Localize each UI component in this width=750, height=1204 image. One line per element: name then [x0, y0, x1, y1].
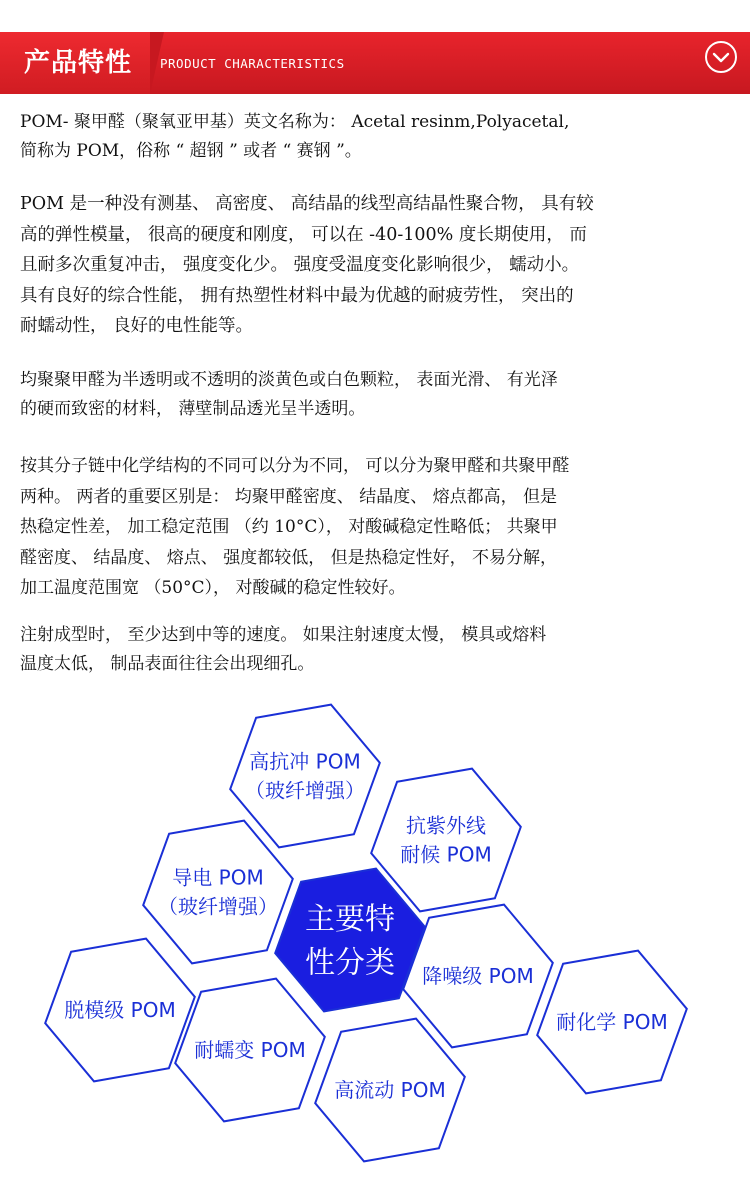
hex-cell-conductive-label: （玻纤增强）: [158, 894, 278, 919]
hex-cell-noise-label: 降噪级 POM: [422, 964, 534, 989]
hex-cell-chemical-label: 耐化学 POM: [556, 1010, 668, 1035]
hex-cell-uv-label: 抗紫外线: [406, 813, 486, 838]
hex-cell-noise: [403, 905, 553, 1048]
hex-cell-impact: [230, 705, 380, 848]
paragraph-properties: [20, 189, 732, 342]
hex-cell-uv-label: 耐候 POM: [400, 842, 492, 867]
hexagon-diagram: [0, 700, 750, 1200]
hex-cell-impact-label: 高抗冲 POM: [249, 749, 361, 774]
hex-cell-conductive-shape: [143, 821, 293, 964]
hex-cell-conductive: [143, 821, 293, 964]
hex-cell-impact-label: （玻纤增强）: [245, 778, 365, 803]
paragraph-line: 耐蠕动性， 良好的电性能等。: [20, 316, 254, 336]
hex-cell-flow: [315, 1019, 465, 1162]
paragraph-line: POM- 聚甲醛（聚氧亚甲基）英文名称为： Acetal resinm,Polyacetal,: [20, 112, 570, 132]
paragraph-line: 醛密度、 结晶度、 熔点、 强度都较低， 但是热稳定性好， 不易分解，: [20, 547, 558, 568]
paragraph-line: 注射成型时， 至少达到中等的速度。 如果注射速度太慢， 模具或熔料: [20, 625, 547, 645]
paragraph-line: 热稳定性差， 加工稳定范围 （约 10°C）， 对酸碱稳定性略低； 共聚甲: [20, 517, 558, 537]
chevron-down-circle-icon: [705, 41, 737, 73]
paragraph-line: 简称为 POM，俗称 “ 超钢 ” 或者 “ 赛钢 ”。: [20, 141, 362, 161]
hex-cell-release: [45, 939, 195, 1082]
paragraph-appearance: [20, 366, 732, 424]
paragraph-line: 温度太低， 制品表面往往会出现细孔。: [20, 654, 315, 674]
hex-cell-impact-shape: [230, 705, 380, 848]
paragraph-line: 均聚聚甲醛为半透明或不透明的淡黄色或白色颗粒， 表面光滑、 有光泽: [20, 370, 558, 390]
paragraph-line: 具有良好的综合性能， 拥有热塑性材料中最为优越的耐疲劳性， 突出的: [20, 285, 574, 306]
paragraph-line: 两种。 两者的重要区别是： 均聚甲醛密度、 结晶度、 熔点都高， 但是: [20, 486, 558, 507]
paragraph-line: 且耐多次重复冲击， 强度变化少。 强度受温度变化影响很少， 蠕动小。: [20, 255, 580, 275]
paragraph-line: POM 是一种没有测基、 高密度、 高结晶的线型高结晶性聚合物， 具有较: [20, 194, 594, 214]
hex-cell-flow-label: 高流动 POM: [334, 1078, 446, 1103]
hex-cell-creep: [175, 979, 325, 1122]
hex-cell-center-label: 主要特: [305, 902, 395, 938]
section-subtitle: PRODUCT CHARACTERISTICS: [160, 56, 345, 71]
hex-cell-conductive-label: 导电 POM: [172, 865, 264, 890]
hex-cell-center-label: 性分类: [305, 945, 395, 981]
paragraph-line: 按其分子链中化学结构的不同可以分为不同， 可以分为聚甲醛和共聚甲醛: [20, 456, 570, 476]
paragraph-intro: [20, 108, 732, 166]
section-title: 产品特性: [24, 48, 133, 78]
section-header-tab: [0, 32, 150, 94]
hex-cell-release-label: 脱模级 POM: [64, 998, 176, 1023]
paragraph-line: 高的弹性模量， 很高的硬度和刚度， 可以在 -40-100% 度长期使用， 而: [20, 224, 587, 245]
paragraph-line: 的硬而致密的材料， 薄壁制品透光呈半透明。: [20, 399, 366, 419]
paragraph-molding: [20, 621, 732, 679]
hex-cell-creep-label: 耐蠕变 POM: [194, 1038, 306, 1063]
section-header-banner: [0, 32, 750, 94]
paragraph-line: 加工温度范围宽 （50°C）， 对酸碱的稳定性较好。: [20, 578, 406, 598]
classification-diagram: [0, 700, 750, 1200]
hex-cell-chemical: [537, 951, 687, 1094]
paragraph-types: [20, 451, 732, 604]
